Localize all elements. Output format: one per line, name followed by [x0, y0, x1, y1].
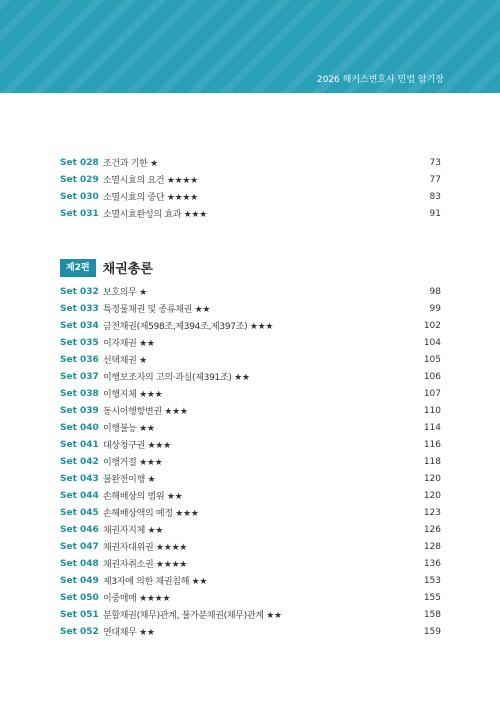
toc-page-number: 128	[423, 541, 441, 552]
toc-entry-title: 불완전이행 ★	[103, 475, 156, 485]
part-heading	[60, 258, 153, 277]
toc-entry[interactable]	[60, 154, 441, 171]
toc-set-number: Set 048	[60, 558, 99, 569]
toc-page-number: 102	[423, 320, 441, 331]
toc-page-number: 77	[429, 174, 441, 185]
toc-entry[interactable]	[60, 555, 441, 572]
toc-set-number: Set 046	[60, 524, 99, 535]
toc-entry[interactable]	[60, 453, 441, 470]
book-title: 2026 해커스변호사 민법 암기장	[316, 75, 444, 85]
toc-set-number: Set 051	[60, 609, 99, 620]
toc-entry-title: 이행불능 ★★	[103, 424, 155, 434]
toc-entry-title: 소멸시효의 중단 ★★★★	[103, 193, 198, 203]
toc-entry[interactable]	[60, 572, 441, 589]
toc-entry-title: 손해배상의 범위 ★★	[103, 492, 183, 502]
toc-page-number: 98	[429, 286, 441, 297]
toc-entry[interactable]	[60, 538, 441, 555]
toc-page-number: 99	[429, 303, 441, 314]
toc-entry-title: 대상청구권 ★★★	[103, 441, 171, 451]
toc-set-number: Set 031	[60, 208, 99, 219]
toc-page-number: 158	[423, 609, 441, 620]
toc-page-number: 153	[423, 575, 441, 586]
toc-entry[interactable]	[60, 385, 441, 402]
toc-set-number: Set 032	[60, 286, 99, 297]
toc-entry-title: 이자채권 ★★	[103, 339, 155, 349]
toc-set-number: Set 039	[60, 405, 99, 416]
toc-page-number: 159	[423, 626, 441, 637]
part-badge: 제2편	[60, 259, 96, 277]
toc-page-number: 114	[423, 422, 441, 433]
toc-entry[interactable]	[60, 402, 441, 419]
toc-entry-title: 채권자지체 ★★	[103, 526, 164, 536]
toc-entry[interactable]	[60, 436, 441, 453]
toc-entry[interactable]	[60, 521, 441, 538]
toc-entry-title: 소멸시효의 요건 ★★★★	[103, 176, 198, 186]
toc-entry[interactable]	[60, 188, 441, 205]
toc-entry[interactable]	[60, 351, 441, 368]
toc-set-number: Set 035	[60, 337, 99, 348]
toc-entry-title: 보호의무 ★	[103, 288, 147, 298]
toc-entry-title: 연대채무 ★★	[103, 628, 155, 638]
toc-page-number: 155	[423, 592, 441, 603]
toc-set-number: Set 030	[60, 191, 99, 202]
toc-entry-title: 동시이행항변권 ★★★	[103, 407, 188, 417]
toc-page-number: 107	[423, 388, 441, 399]
toc-entry[interactable]	[60, 623, 441, 640]
toc-set-number: Set 047	[60, 541, 99, 552]
toc-page-number: 110	[423, 405, 441, 416]
toc-page-number: 118	[423, 456, 441, 467]
toc-entry-title: 제3자에 의한 채권침해 ★★	[103, 577, 208, 587]
toc-entry-title: 채권자대위권 ★★★★	[103, 543, 187, 553]
toc-page-number: 91	[429, 208, 441, 219]
toc-entry[interactable]	[60, 171, 441, 188]
toc-set-number: Set 033	[60, 303, 99, 314]
toc-set-number: Set 052	[60, 626, 99, 637]
toc-entry-title: 채권자취소권 ★★★★	[103, 560, 187, 570]
toc-set-number: Set 041	[60, 439, 99, 450]
toc-entry[interactable]	[60, 283, 441, 300]
toc-entry[interactable]	[60, 504, 441, 521]
toc-entry[interactable]	[60, 487, 441, 504]
toc-entry-title: 손해배상액의 예정 ★★★	[103, 509, 199, 519]
toc-entry[interactable]	[60, 419, 441, 436]
toc-page-number: 83	[429, 191, 441, 202]
toc-set-number: Set 040	[60, 422, 99, 433]
toc-page-number: 116	[423, 439, 441, 450]
toc-entry[interactable]	[60, 470, 441, 487]
toc-page-number: 73	[429, 157, 441, 168]
toc-entry-title: 금전채권(제598조,제394조,제397조) ★★★	[103, 322, 274, 332]
toc-page-number: 126	[423, 524, 441, 535]
toc-set-number: Set 036	[60, 354, 99, 365]
toc-set-number: Set 029	[60, 174, 99, 185]
toc-entry-title: 소멸시효완성의 효과 ★★★	[103, 210, 207, 220]
toc-entry[interactable]	[60, 205, 441, 222]
toc-entry-title: 분할채권(채무)관계, 불가분채권(채무)관계 ★★	[103, 611, 282, 621]
toc-entry-title: 선택채권 ★	[103, 356, 147, 366]
toc-page-number: 104	[423, 337, 441, 348]
toc-set-number: Set 049	[60, 575, 99, 586]
toc-page-number: 120	[423, 473, 441, 484]
toc-set-number: Set 043	[60, 473, 99, 484]
toc-set-number: Set 028	[60, 157, 99, 168]
toc-set-number: Set 042	[60, 456, 99, 467]
toc-entry[interactable]	[60, 300, 441, 317]
toc-set-number: Set 050	[60, 592, 99, 603]
toc-entry[interactable]	[60, 589, 441, 606]
toc-set-number: Set 044	[60, 490, 99, 501]
toc-set-number: Set 045	[60, 507, 99, 518]
toc-entry-title: 이행보조자의 고의·과실(제391조) ★★	[103, 373, 250, 383]
toc-set-number: Set 037	[60, 371, 99, 382]
toc-entry[interactable]	[60, 368, 441, 385]
toc-page-number: 120	[423, 490, 441, 501]
toc-entry-title: 조건과 기한 ★	[103, 159, 158, 169]
toc-page-number: 106	[423, 371, 441, 382]
toc-section-b	[60, 283, 441, 640]
toc-entry-title: 이중매매 ★★★★	[103, 594, 171, 604]
header-banner	[0, 0, 500, 93]
toc-entry-title: 특정물채권 및 종류채권 ★★	[103, 305, 211, 315]
toc-entry-title: 이행지체 ★★★	[103, 390, 163, 400]
toc-page-number: 136	[423, 558, 441, 569]
part-title: 채권총론	[102, 262, 153, 277]
toc-entry[interactable]	[60, 334, 441, 351]
toc-page-number: 105	[423, 354, 441, 365]
toc-entry[interactable]	[60, 606, 441, 623]
toc-page-number: 123	[423, 507, 441, 518]
toc-entry[interactable]	[60, 317, 441, 334]
toc-section-a	[60, 154, 441, 222]
toc-set-number: Set 038	[60, 388, 99, 399]
toc-set-number: Set 034	[60, 320, 99, 331]
toc-entry-title: 이행거절 ★★★	[103, 458, 163, 468]
